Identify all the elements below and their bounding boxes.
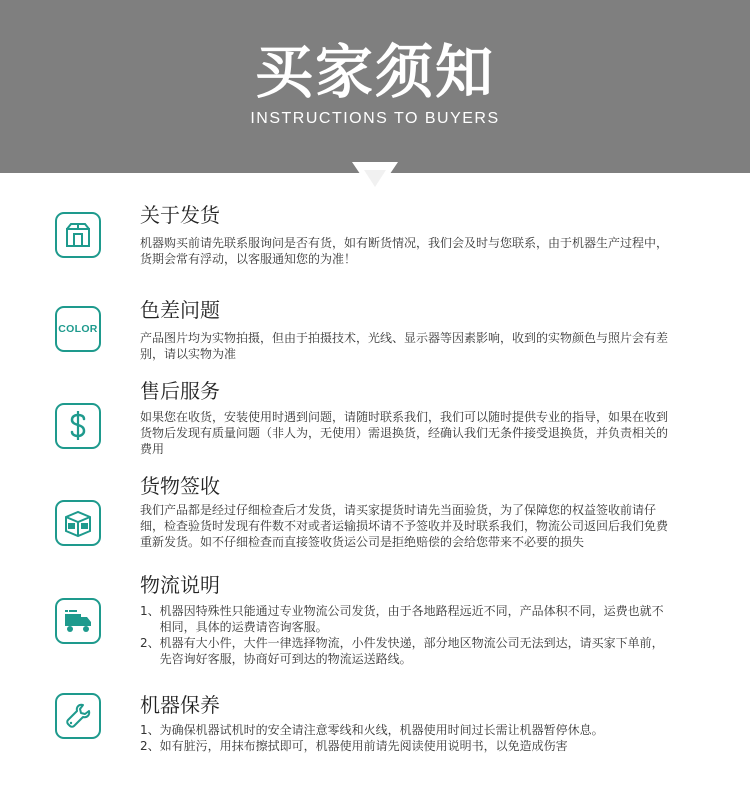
truck-icon <box>55 598 101 644</box>
list-item: 1、 为确保机器试机时的安全请注意零线和火线，机器使用时间过长需让机器暂停休息。 <box>140 723 604 737</box>
list-item: 1、 机器因特殊性只能通过专业物流公司发货，由于各地路程远近不同，产品体积不同，运费也就不相同，具体的运费请咨询客服。 <box>140 604 664 634</box>
list-item: 2、 机器有大小件，大件一律选择物流，小件发快递，部分地区物流公司无法到达，请买家下单前，先咨询好客服，协商好可到达的物流运送路线。 <box>140 636 664 666</box>
section-list <box>140 722 670 754</box>
section-text: 如果您在收货，安装使用时遇到问题，请随时联系我们，我们可以随时提供专业的指导，如果在收到货物后发现有质量问题（非人为，无使用）需退换货，经确认我们无条件接受退换货，并负责相关的费用 <box>140 410 669 456</box>
section-text: 产品图片均为实物拍摄，但由于拍摄技术，光线、显示器等因素影响，收到的实物颜色与照片会有差别，请以实物为准 <box>140 331 669 361</box>
package-icon <box>55 212 101 258</box>
page-subtitle: INSTRUCTIONS TO BUYERS <box>250 110 500 127</box>
color-icon <box>55 306 101 352</box>
page-title: 买家须知 <box>254 38 495 106</box>
box-check-icon <box>55 500 101 546</box>
section-title: 货物签收 <box>140 474 220 498</box>
wrench-icon <box>55 693 101 739</box>
section-title: 售后服务 <box>140 379 220 403</box>
section-list <box>140 603 670 667</box>
dollar-icon <box>55 403 101 449</box>
header-banner <box>0 0 750 173</box>
header-notch-inner <box>364 170 386 187</box>
section-title: 物流说明 <box>140 573 220 597</box>
section-title: 关于发货 <box>140 203 220 227</box>
section-title: 色差问题 <box>140 298 220 322</box>
color-icon-label: COLOR <box>58 323 98 335</box>
section-text: 我们产品都是经过仔细检查后才发货，请买家提货时请先当面验货，为了保障您的权益签收前请仔细，检查验货时发现有件数不对或者运输损坏请不予签收并及时联系我们，物流公司返回后我们免费重新发货。如不仔细检查而直接签收货运公司是拒绝赔偿的会给您带来不必要的损失 <box>140 503 669 549</box>
list-item: 2、 如有脏污，用抹布擦拭即可，机器使用前请先阅读使用说明书，以免造成伤害 <box>140 739 568 753</box>
section-title: 机器保养 <box>140 693 220 717</box>
section-text: 机器购买前请先联系服询问是否有货，如有断货情况，我们会及时与您联系，由于机器生产过程中，货期会常有浮动，以客服通知您的为准！ <box>140 236 669 266</box>
